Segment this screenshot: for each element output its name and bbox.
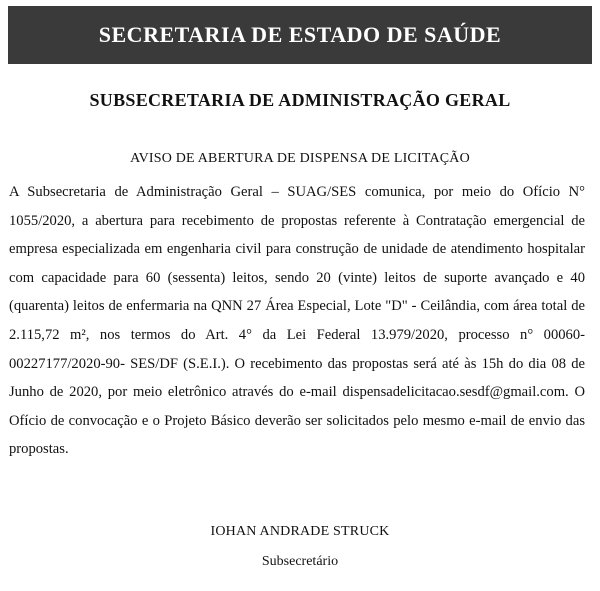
signer-role: Subsecretário [261,554,339,569]
header-banner [8,6,592,64]
header-title: SECRETARIA DE ESTADO DE SAÚDE [98,22,502,47]
signer-name: IOHAN ANDRADE STRUCK [210,524,390,539]
subtitle: SUBSECRETARIA DE ADMINISTRAÇÃO GERAL [89,90,511,110]
notice-title: AVISO DE ABERTURA DE DISPENSA DE LICITAÇÃO [130,151,470,166]
notice-body: A Subsecretaria de Administração Geral – SUAG/SES comunica, por meio do Ofício N° 1055/2020, a abertura para recebimento de propostas referente à Contratação emergencial de empresa especializada em engenharia civil para construção de unidade de atendimento hospitalar com capacidade para 60 (sessenta) leitos, sendo 20 (vinte) leitos de suporte avançado e 40 (quarenta) leitos de enfermaria na QNN 27 Área Especial, Lote "D" - Ceilândia, com área total de 2.115,72 m², nos termos do Art. 4° da Lei Federal 13.979/2020, processo n° 00060-00227177/2020-90- SES/DF (S.E.I.). O recebimento das propostas será até às 15h do dia 08 de Junho de 2020, por meio eletrônico através do e-mail dispensadelicitacao.sesdf@gmail.com. O Ofício de convocação e o Projeto Básico deverão ser solicitados pelo mesmo e-mail de envio das propostas. [9,184,585,458]
